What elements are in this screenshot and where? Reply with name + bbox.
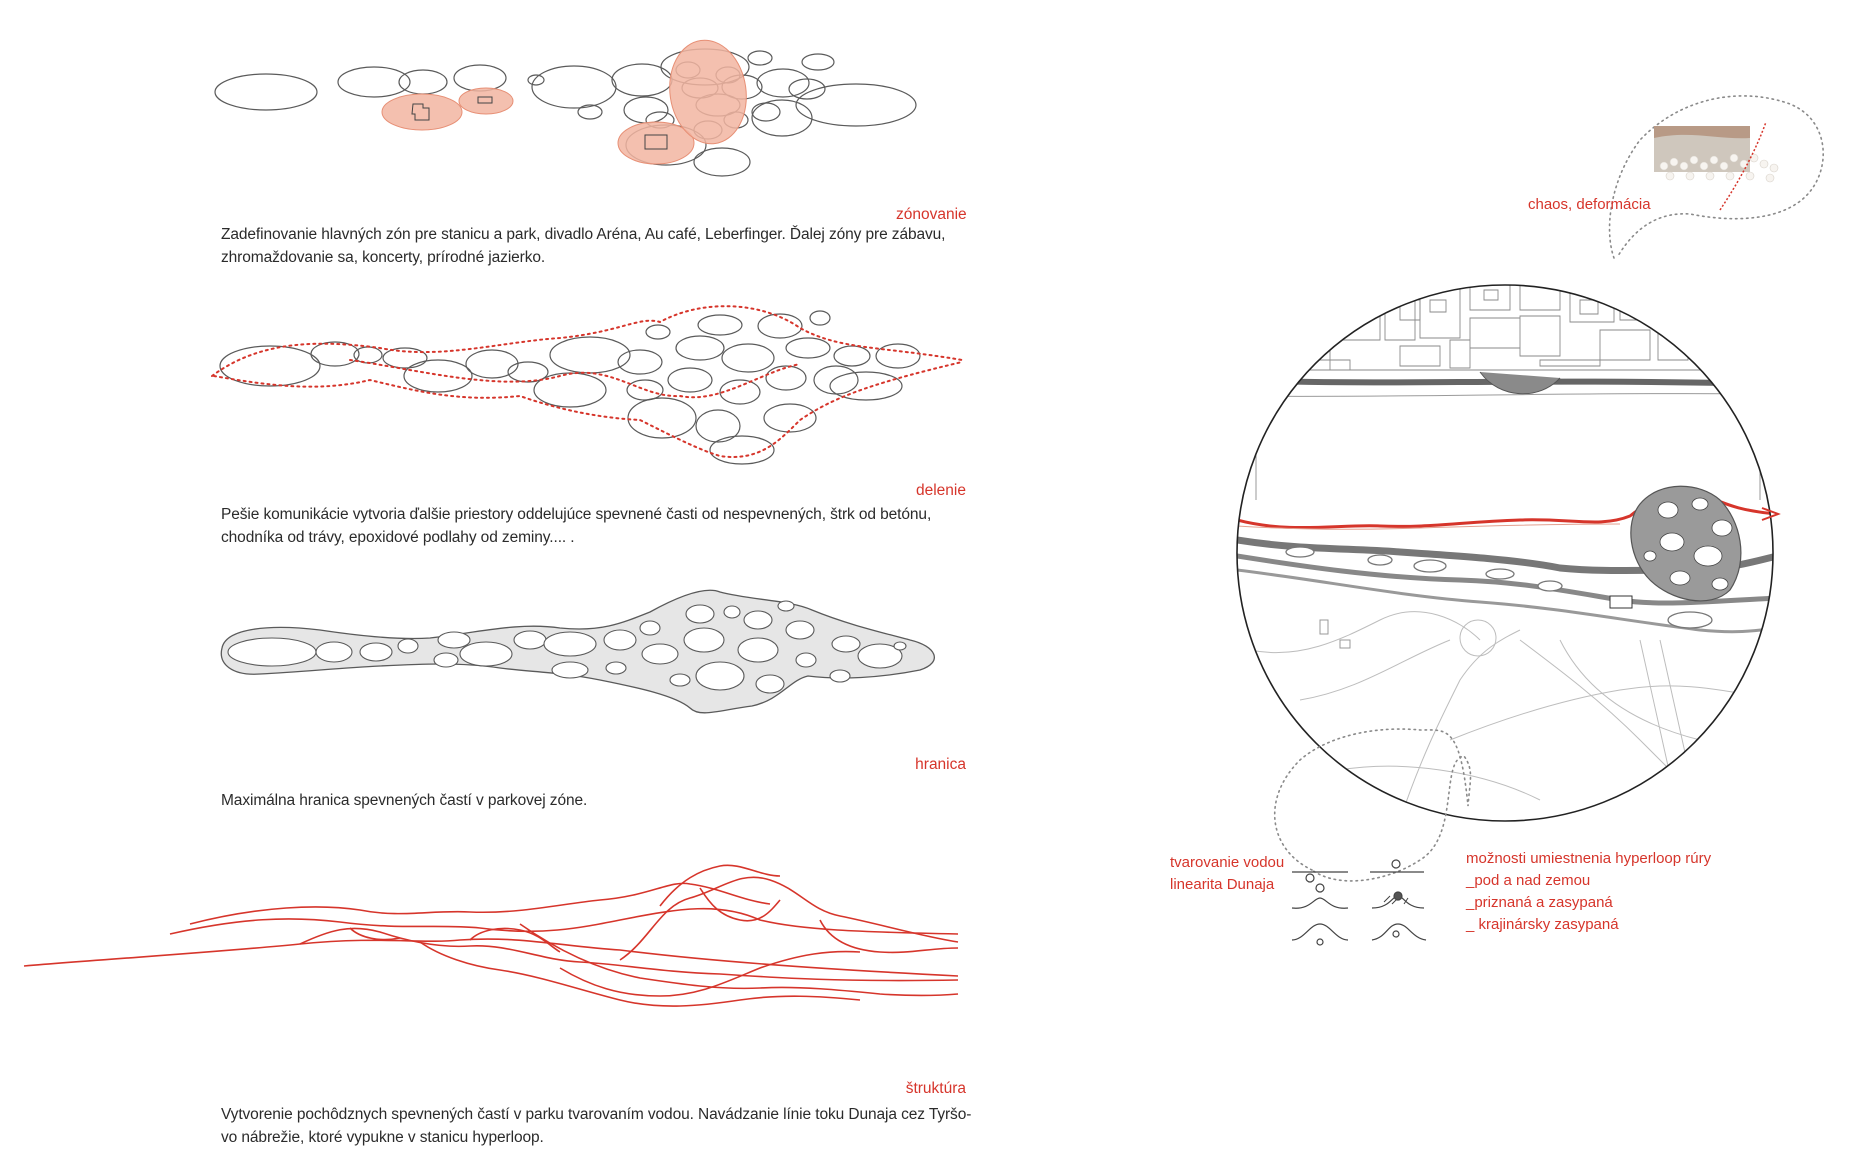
structure-lines <box>24 865 958 1006</box>
tvarovanie-line2: linearita Dunaja <box>1170 876 1275 893</box>
struktura-text-line2: vo nábrežie, ktoré vypukne v stanicu hyperloop. <box>221 1129 544 1146</box>
chaos-bubble <box>1610 96 1824 258</box>
hyperloop-option-1: _pod a nad zemou <box>1466 872 1591 889</box>
delenie-label: delenie <box>916 482 966 499</box>
hyperloop-sketches <box>1292 860 1426 945</box>
zonovanie-text-line1: Zadefinovanie hlavných zón pre stanicu a park, divadlo Aréna, Au café, Leberfinger. Ďalej zóny pre zábavu, <box>221 226 946 243</box>
chaos-photo <box>1654 122 1778 210</box>
zonovanie-text-line2: zhromaždovanie sa, koncerty, prírodné jazierko. <box>221 249 546 266</box>
division-diagram-cells <box>220 311 920 464</box>
hyperloop-title: možnosti umiestnenia hyperloop rúry <box>1466 850 1712 867</box>
struktura-text-line1: Vytvorenie pochôdznych spevnených častí v parku tvarovaním vodou. Navádzanie línie toku Dunaja cez Tyršo- <box>221 1106 972 1123</box>
hyperloop-option-2: _priznaná a zasypaná <box>1466 894 1613 911</box>
tvarovanie-line1: tvarovanie vodou <box>1170 854 1285 871</box>
hranica-label: hranica <box>915 756 966 773</box>
hyperloop-option-3: _ krajinársky zasypaná <box>1466 916 1619 933</box>
struktura-label: štruktúra <box>905 1080 966 1097</box>
zoning-diagram <box>215 49 916 176</box>
delenie-text-line1: Pešie komunikácie vytvoria ďalšie priestory oddelujúce spevnené časti od nespevnených, štrk od betónu, <box>221 506 932 523</box>
hranica-text-line1: Maximálna hranica spevnených častí v parkovej zóne. <box>221 792 588 809</box>
chaos-annotation: chaos, deformácia <box>1528 196 1651 213</box>
division-dotted-path-lower <box>214 362 962 457</box>
zonovanie-label: zónovanie <box>896 206 967 223</box>
zoning-highlight-zones <box>382 35 753 164</box>
delenie-text-line2: chodníka od trávy, epoxidové podlahy od zeminy.... . <box>221 529 575 546</box>
